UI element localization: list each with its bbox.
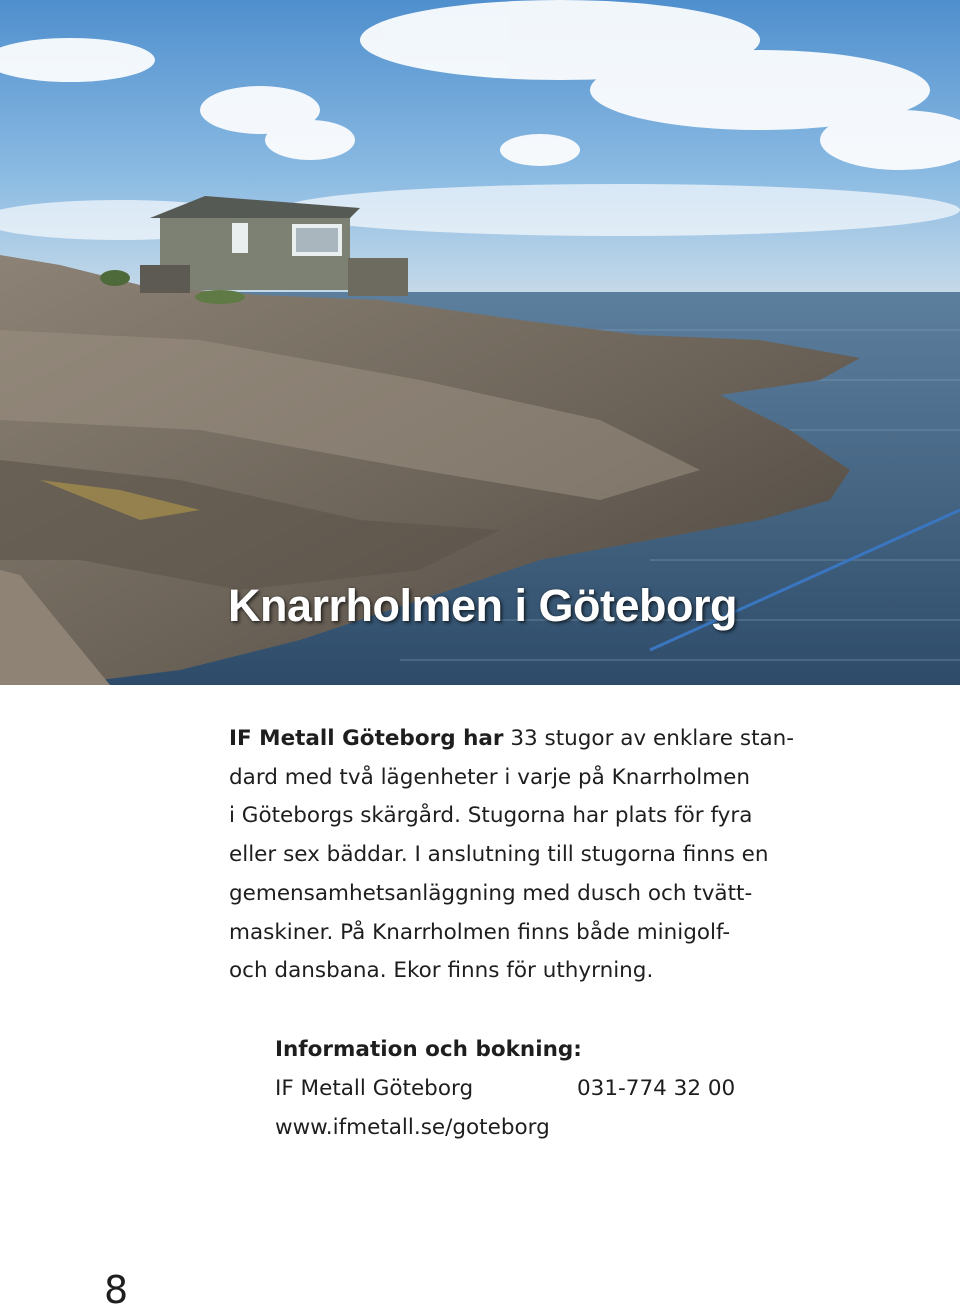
- page-title: Knarrholmen i Göteborg: [228, 580, 738, 631]
- website-link[interactable]: www.ifmetall.se/goteborg: [275, 1115, 550, 1140]
- body-line-3: i Göteborgs skärgård. Stugorna har plats för fyra: [229, 803, 753, 829]
- body-line-7: och dansbana. Ekor finns för uthyrning.: [229, 958, 654, 984]
- phone-number: 031-774 32 00: [577, 1076, 736, 1101]
- organization-name: IF Metall Göteborg: [275, 1076, 474, 1101]
- contact-info: [275, 1030, 835, 1147]
- page-number: 8: [104, 1268, 129, 1312]
- body-line-5: gemensamhetsanläggning med dusch och tvätt-: [229, 880, 753, 906]
- description-paragraph: [229, 720, 809, 991]
- lead-text: IF Metall Göteborg har: [229, 726, 504, 751]
- info-heading: Information och bokning:: [275, 1037, 582, 1062]
- body-line-1: IF Metall Göteborg har 33 stugor av enklare stan-: [229, 726, 795, 751]
- body-line-6: maskiner. På Knarrholmen finns både minigolf-: [229, 919, 731, 945]
- body-line-4: eller sex bäddar. I anslutning till stugorna finns en: [229, 842, 769, 868]
- body-line-2: dard med två lägenheter i varje på Knarrholmen: [229, 764, 751, 790]
- contact-row: [275, 1069, 835, 1108]
